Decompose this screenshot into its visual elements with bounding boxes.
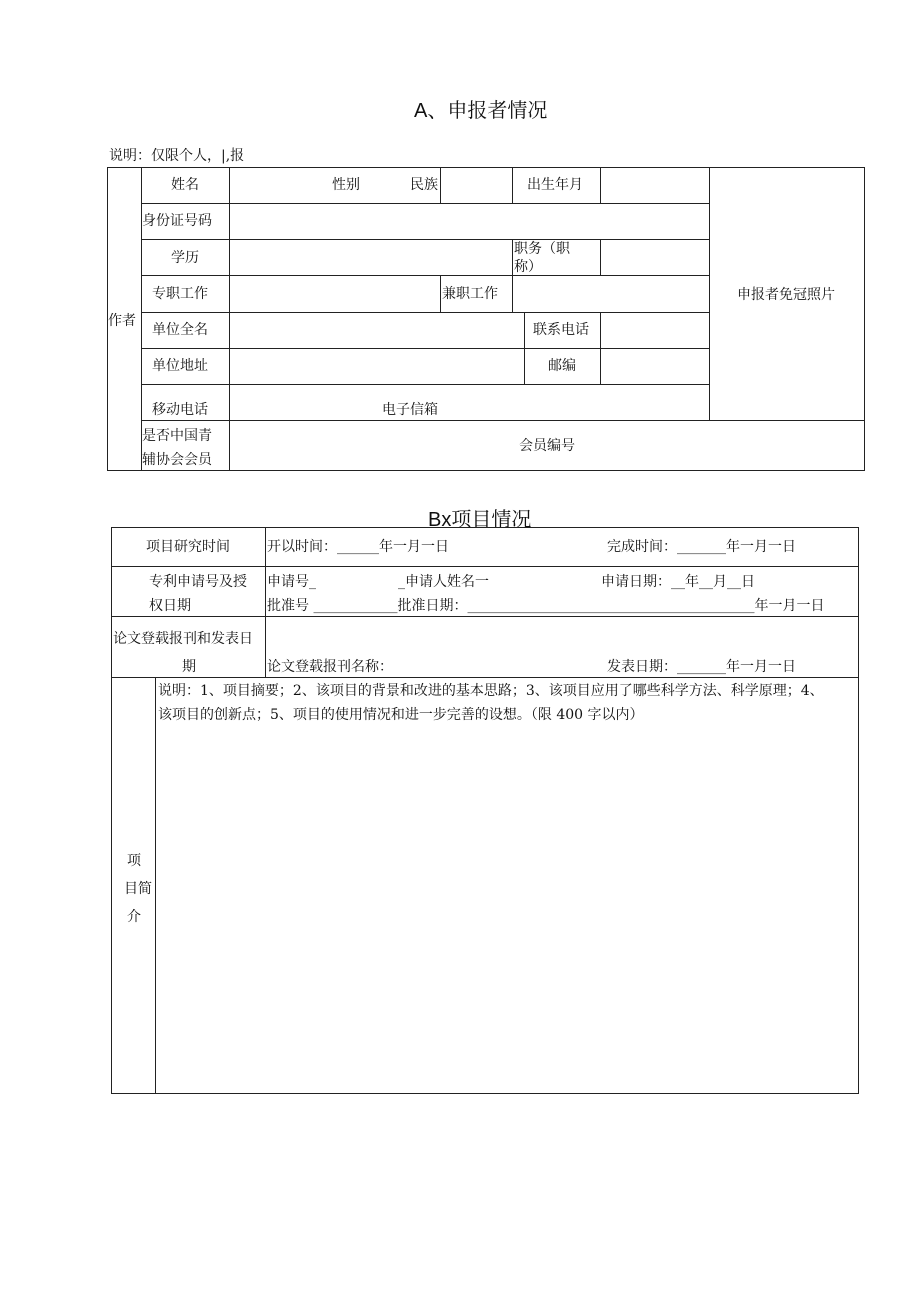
application-number-field: 申请号_ [267, 574, 316, 590]
end-time-field: 完成时间：_______年一月一日 [607, 539, 796, 555]
research-time-label: 项目研究时间 [146, 539, 230, 555]
intro-label-line1: 项 [127, 853, 141, 869]
patent-label-line2: 权日期 [149, 598, 191, 614]
patent-label-line1: 专利申请号及授 [149, 574, 247, 590]
postcode-label: 邮编 [548, 358, 576, 374]
intro-label-line3: 介 [127, 909, 141, 925]
paper-label-line1: 论文登载报刊和发表日 [113, 631, 253, 647]
phone-label: 联系电话 [533, 322, 589, 338]
unit-address-label: 单位地址 [152, 358, 208, 374]
member-question-line1: 是否中国青 [142, 428, 212, 444]
mobile-label: 移动电话 [152, 402, 208, 418]
position-label-line2: 称） [514, 259, 542, 275]
publish-date-field: 发表日期：_______年一月一日 [607, 659, 796, 675]
id-number-label: 身份证号码 [142, 213, 212, 229]
approval-field: 批准号 ____________批准日期：_________________________________________年一月一日 [267, 598, 825, 614]
applicant-table-border [107, 167, 865, 471]
section-a-title: A、申报者情况 [414, 100, 548, 122]
education-label: 学历 [171, 250, 199, 266]
intro-label-line2: 目简 [124, 881, 152, 897]
member-number-label: 会员编号 [519, 438, 575, 454]
application-date-field: 申请日期：__年__月__日 [601, 574, 755, 590]
photo-label: 申报者免冠照片 [737, 287, 835, 303]
paper-label-line2: 期 [182, 659, 196, 675]
unit-name-label: 单位全名 [152, 322, 208, 338]
name-label: 姓名 [171, 177, 199, 193]
applicant-name-field: _申请人姓名一 [398, 574, 489, 590]
ethnicity-label: 民族 [410, 177, 438, 193]
intro-note-line2: 该项目的创新点；5、项目的使用情况和进一步完善的设想。（限 400 字以内） [158, 707, 644, 723]
fulltime-label: 专职工作 [152, 286, 208, 302]
email-label: 电子信箱 [382, 402, 438, 418]
section-b-title: Bx项目情况 [428, 509, 532, 531]
birth-label: 出生年月 [527, 177, 583, 193]
intro-note-line1: 说明：1、项目摘要；2、该项目的背景和改进的基本思路；3、该项目应用了哪些科学方法、科学原理；4、 [158, 683, 824, 699]
start-time-field: 开以时间：______年一月一日 [267, 539, 449, 555]
gender-label: 性别 [332, 177, 360, 193]
member-question-line2: 辅协会会员 [142, 452, 212, 468]
author-label: 作者 [108, 313, 136, 329]
parttime-label: 兼职工作 [442, 286, 498, 302]
section-a-note: 说明：仅限个人，|,报 [109, 148, 245, 164]
journal-name-field: 论文登载报刊名称： [267, 659, 393, 675]
position-label-line1: 职务（职 [514, 241, 570, 257]
